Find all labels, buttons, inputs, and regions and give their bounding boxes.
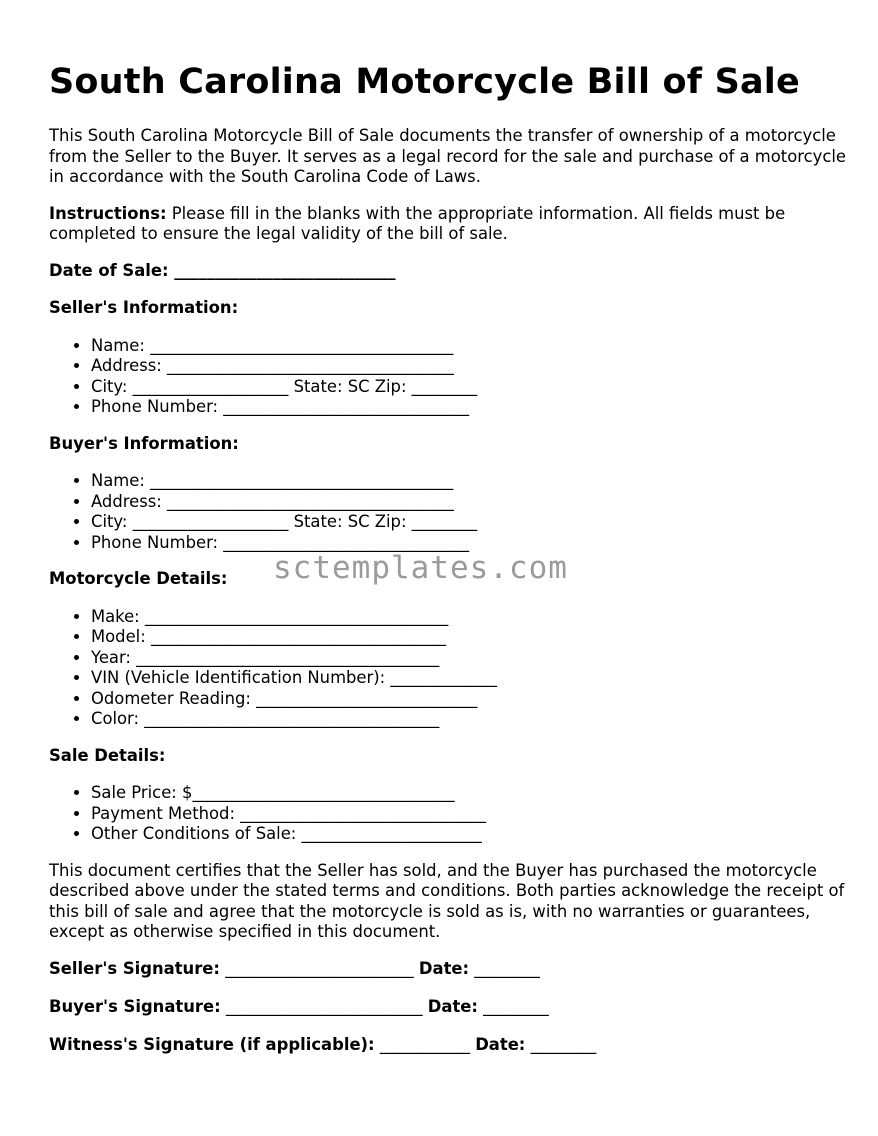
witness-signature-line[interactable]: ___________	[374, 1034, 476, 1054]
intro-paragraph: This South Carolina Motorcycle Bill of Sale documents the transfer of ownership of a motorcycle from the Seller to the Buyer. It serves as a legal record for the sale and purchase of a motorcycle in accordance with the South Carolina Code of Laws.	[49, 126, 847, 186]
seller-phone-field[interactable]: • Phone Number: ______________________________	[91, 397, 849, 418]
witness-date-line[interactable]: ________	[525, 1034, 597, 1054]
vin-field[interactable]: • VIN (Vehicle Identification Number): _____________	[91, 668, 849, 689]
odometer-field[interactable]: • Odometer Reading: ___________________________	[91, 689, 849, 710]
buyer-date-line[interactable]: ________	[477, 996, 549, 1016]
buyer-address-field[interactable]: • Address: ___________________________________	[91, 492, 849, 513]
make-field[interactable]: • Make: _____________________________________	[91, 607, 849, 628]
certification-paragraph: This document certifies that the Seller has sold, and the Buyer has purchased the motorcycle described above under the stated terms and conditions. Both parties acknowledge the receipt of this bill of sale and agree that the motorcycle is sold as is, with no warranties or guarantees, except as otherwise specified in this document.	[49, 860, 845, 941]
buyer-city-state-zip-field[interactable]: • City: ___________________ State: SC Zip: ________	[91, 512, 849, 533]
motorcycle-heading: Motorcycle Details:	[49, 569, 228, 588]
buyer-signature-line[interactable]: ________________________	[220, 996, 428, 1016]
buyer-list	[49, 471, 849, 553]
sale-price-field[interactable]: • Sale Price: $________________________________	[91, 783, 849, 804]
year-field[interactable]: • Year: _____________________________________	[91, 648, 849, 669]
buyer-phone-field[interactable]: • Phone Number: ______________________________	[91, 533, 849, 554]
seller-address-field[interactable]: • Address: ___________________________________	[91, 356, 849, 377]
witness-signature-row[interactable]	[49, 1035, 849, 1056]
buyer-signature-row[interactable]	[49, 997, 849, 1018]
sale-list	[49, 783, 849, 845]
buyer-heading: Buyer's Information:	[49, 433, 239, 453]
buyer-date-label: Date:	[427, 996, 478, 1016]
instructions-label: Instructions:	[49, 203, 167, 223]
seller-list	[49, 336, 849, 418]
seller-signature-row[interactable]	[49, 959, 849, 980]
watermark: sctemplates.com	[273, 550, 568, 586]
payment-method-field[interactable]: • Payment Method: ______________________________	[91, 804, 849, 825]
model-field[interactable]: • Model: ____________________________________	[91, 627, 849, 648]
date-of-sale-field[interactable]: Date of Sale: ___________________________	[49, 260, 396, 280]
other-conditions-field[interactable]: • Other Conditions of Sale: ______________________	[91, 824, 849, 845]
sale-heading: Sale Details:	[49, 745, 166, 765]
color-field[interactable]: • Color: ____________________________________	[91, 709, 849, 730]
seller-heading: Seller's Information:	[49, 298, 239, 317]
witness-date-label: Date:	[475, 1034, 526, 1054]
instructions-text: Please fill in the blanks with the appropriate information. All fields must be completed to ensure the legal validity of the bill of sale.	[49, 203, 786, 243]
witness-signature-label: Witness's Signature (if applicable):	[49, 1034, 375, 1054]
seller-signature-label: Seller's Signature:	[49, 958, 220, 978]
instructions-paragraph	[49, 204, 849, 245]
buyer-signature-label: Buyer's Signature:	[49, 996, 221, 1016]
seller-signature-line[interactable]: _______________________	[219, 958, 419, 978]
buyer-name-field[interactable]: • Name: _____________________________________	[91, 471, 849, 492]
seller-date-label: Date:	[418, 958, 470, 978]
seller-name-field[interactable]: • Name: _____________________________________	[91, 336, 849, 357]
motorcycle-list	[49, 607, 849, 730]
seller-date-line[interactable]: ________	[469, 958, 540, 978]
page-title: South Carolina Motorcycle Bill of Sale	[49, 62, 800, 102]
seller-city-state-zip-field[interactable]: • City: ___________________ State: SC Zip: ________	[91, 377, 849, 398]
